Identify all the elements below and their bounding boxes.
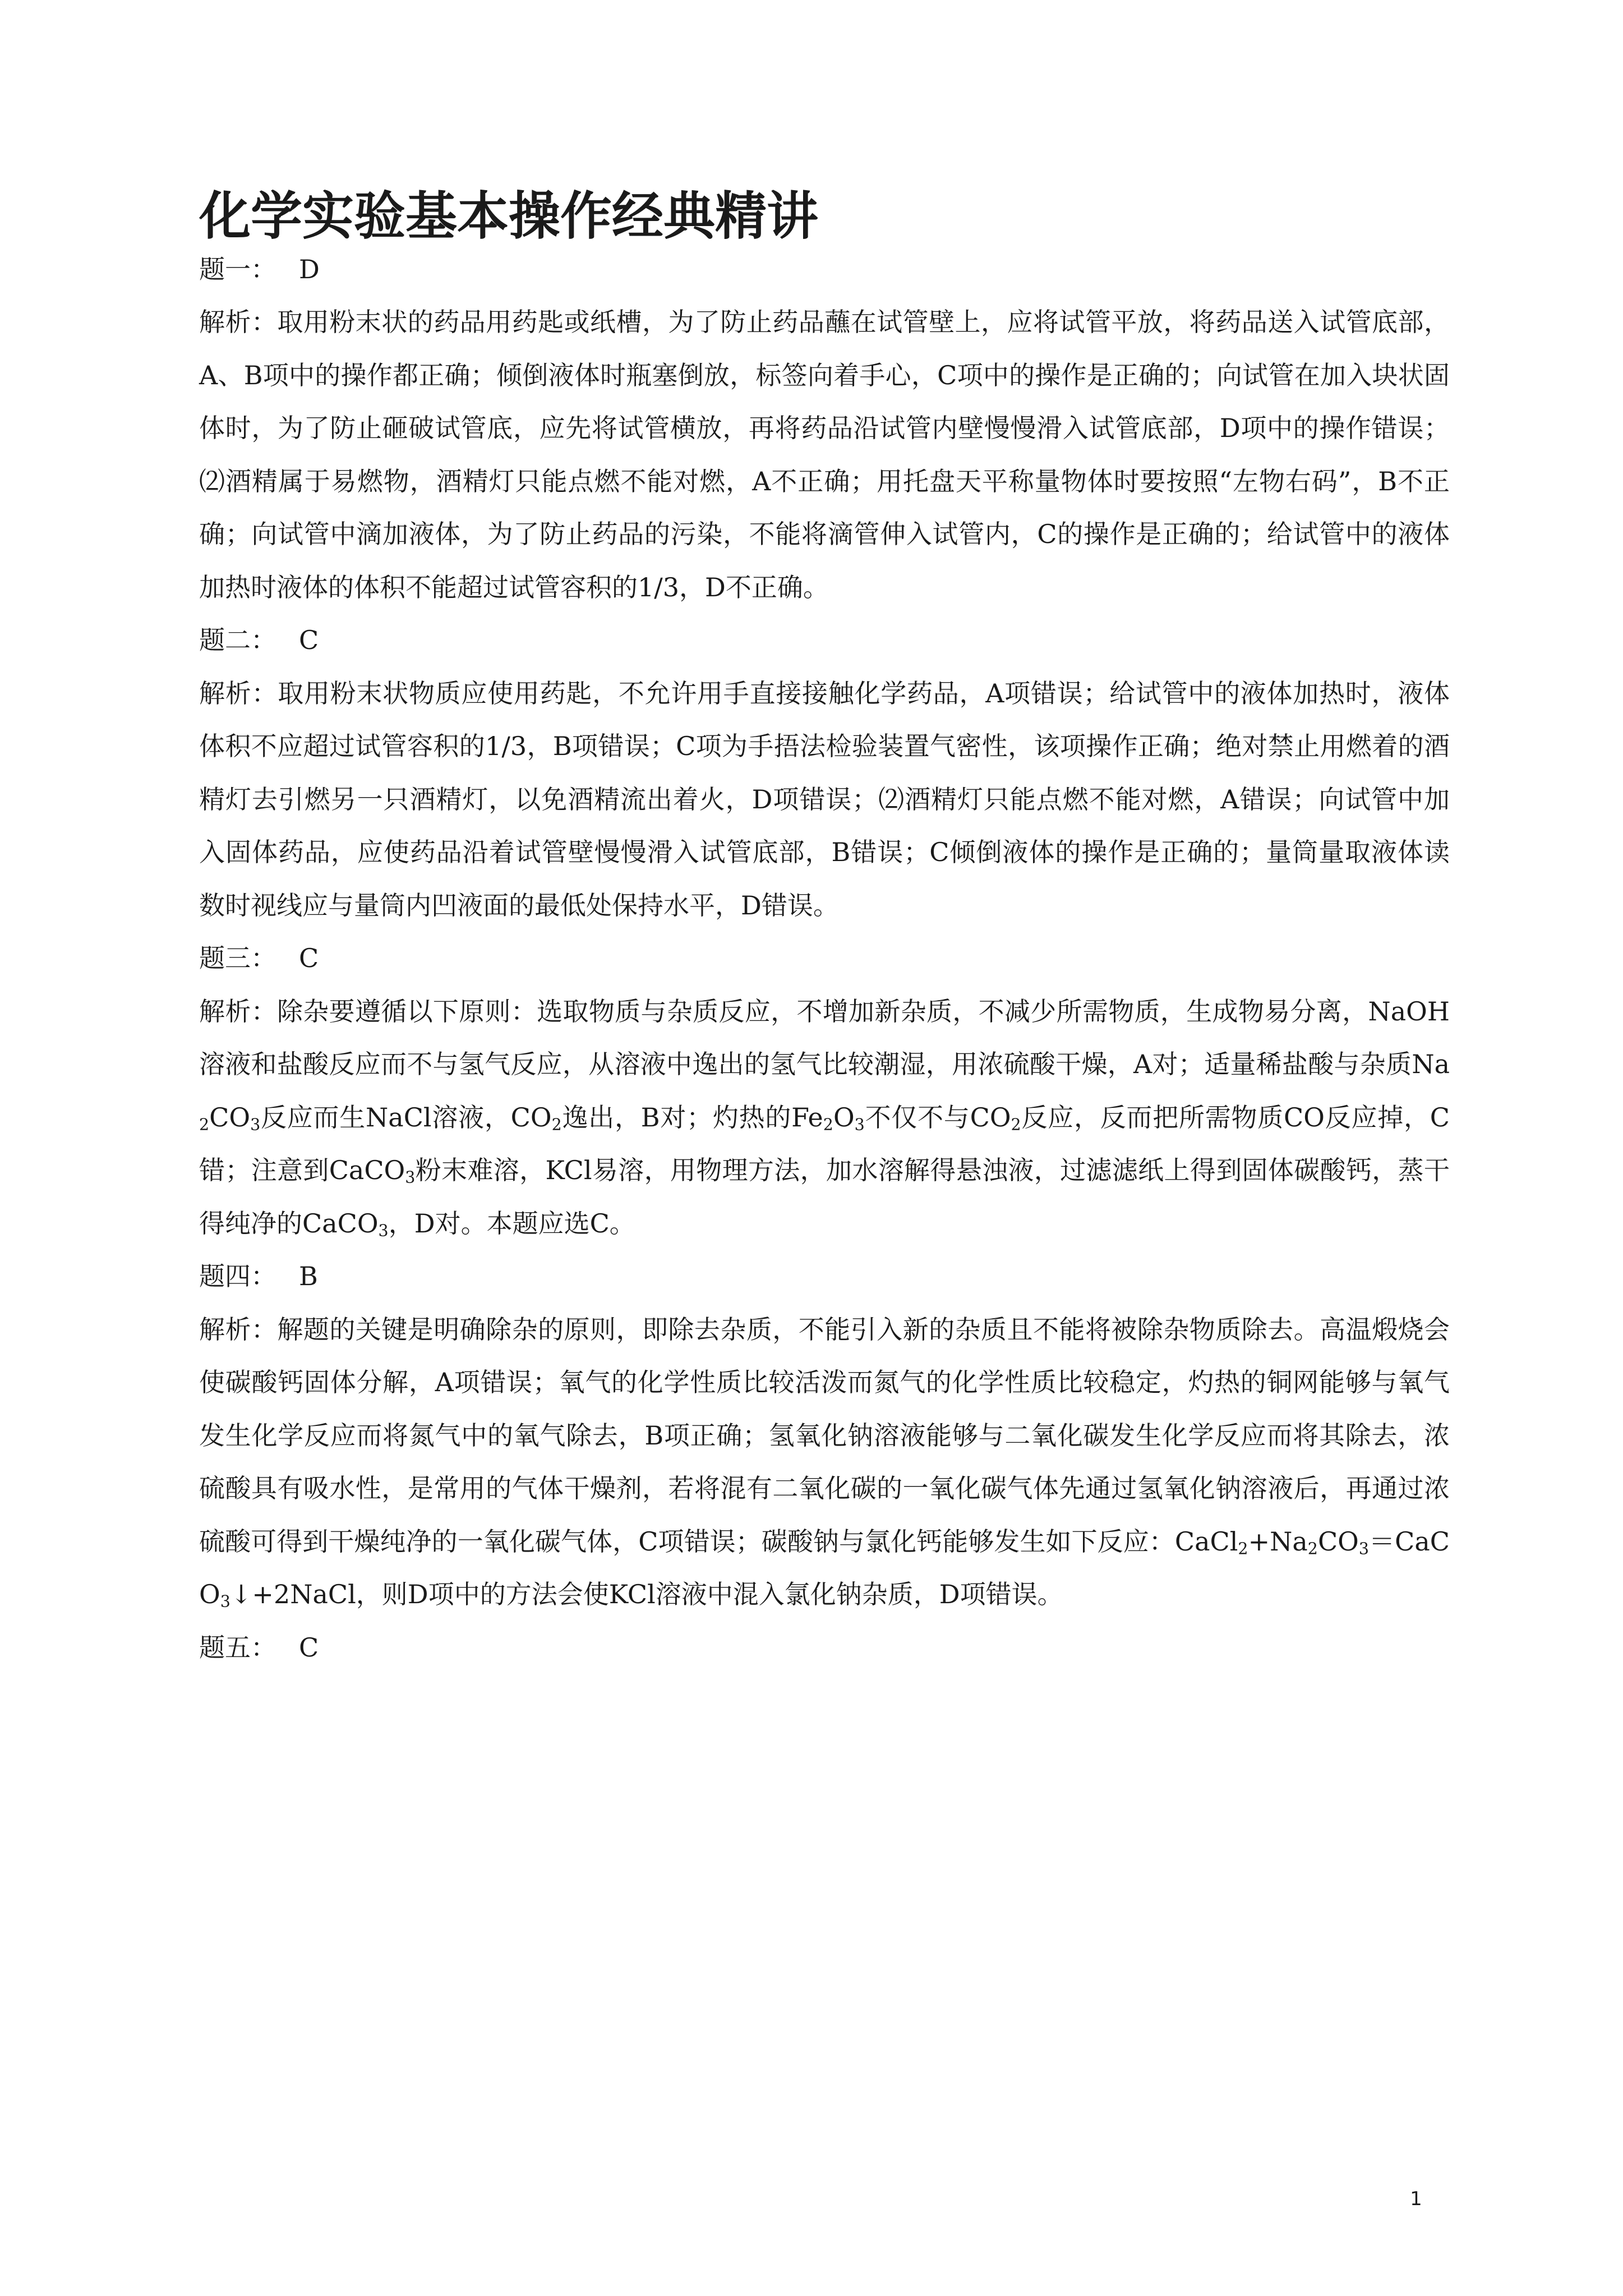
analysis-text: 粉末难溶，KCl易溶，用物理方法，加水溶解得悬浊液，过滤滤纸上得到固体碳酸钙，蒸干得纯净的CaCO [199,1155,1450,1239]
subscript: 3 [378,1221,389,1240]
page-number: 1 [1410,2188,1422,2210]
question-heading [199,614,1450,667]
analysis-text: O [833,1102,855,1133]
question-block [199,1250,1450,1621]
subscript: 3 [854,1115,865,1134]
question-block [199,1621,1450,1674]
subscript: 2 [199,1115,210,1134]
question-heading [199,1621,1450,1674]
analysis-text: 反应而生NaCl溶液，CO [260,1102,552,1133]
question-label: 题四： [199,1261,276,1291]
document-title: 化学实验基本操作经典精讲 [199,186,819,246]
subscript: 2 [551,1115,562,1134]
question-answer: C [299,943,319,973]
question-block [199,932,1450,1250]
question-answer: D [299,254,320,284]
analysis-paragraph [199,667,1450,932]
question-block [199,243,1450,614]
question-answer: B [299,1261,318,1291]
subscript: 2 [1238,1539,1248,1558]
analysis-text: 逸出，B对；灼热的Fe [561,1102,823,1133]
subscript: 2 [823,1115,833,1134]
question-heading [199,932,1450,985]
question-label: 题二： [199,625,276,655]
question-answer: C [299,1632,319,1663]
analysis-text: ，D对。本题应选C。 [388,1208,635,1239]
subscript: 3 [220,1592,230,1611]
analysis-paragraph [199,1303,1450,1621]
analysis-text: CO [1317,1526,1359,1557]
analysis-text: 解析：取用粉末状物质应使用药匙，不允许用手直接接触化学药品，A项错误；给试管中的液体加热时，液体体积不应超过试管容积的1/3，B项错误；C项为手捂法检验装置气密性，该项操作正确；绝对禁止用燃着的酒精灯去引燃另一只酒精灯，以免酒精流出着火，D项错误；⑵酒精灯只能点燃不能对燃，A错误；向试管中加入固体药品，应使药品沿着试管壁慢慢滑入试管底部，B错误；C倾倒液体的操作是正确的；量筒量取液体读数时视线应与量筒内凹液面的最低处保持水平，D错误。 [199,678,1450,921]
subscript: 3 [1358,1539,1370,1558]
subscript: 3 [405,1168,416,1187]
analysis-text: 反应，反而把所需物质CO反应掉，C错；注意到CaCO [199,1102,1450,1185]
question-list [199,243,1450,1674]
analysis-text: 不仅不与CO [864,1102,1011,1133]
question-label: 题三： [199,943,276,973]
subscript: 2 [1307,1539,1318,1558]
question-label: 题一： [199,254,276,284]
analysis-paragraph [199,296,1450,614]
analysis-text: 解析：取用粉末状的药品用药匙或纸槽，为了防止药品蘸在试管壁上，应将试管平放，将药品送入试管底部，A、B项中的操作都正确；倾倒液体时瓶塞倒放，标签向着手心，C项中的操作是正确的；向试管在加入块状固体时，为了防止砸破试管底，应先将试管横放，再将药品沿试管内壁慢慢滑入试管底部，D项中的操作错误；⑵酒精属于易燃物，酒精灯只能点燃不能对燃，A不正确；用托盘天平称量物体时要按照“左物右码”，B不正确；向试管中滴加液体，为了防止药品的污染，不能将滴管伸入试管内，C的操作是正确的；给试管中的液体加热时液体的体积不能超过试管容积的1/3，D不正确。 [199,307,1450,602]
question-heading [199,1250,1450,1303]
analysis-text: +Na [1248,1526,1308,1557]
document-body [199,186,1450,1674]
analysis-text: 解析：除杂要遵循以下原则：选取物质与杂质反应，不增加新杂质，不减少所需物质，生成物易分离，NaOH溶液和盐酸反应而不与氢气反应，从溶液中逸出的氢气比较潮湿，用浓硫酸干燥，A对；适量稀盐酸与杂质Na [199,996,1450,1079]
analysis-text: ↓+2NaCl，则D项中的方法会使KCl溶液中混入氯化钠杂质，D项错误。 [230,1579,1063,1609]
analysis-text: CO [209,1102,251,1133]
analysis-text: ＝CaCO [199,1526,1450,1609]
question-label: 题五： [199,1632,276,1663]
question-block [199,614,1450,932]
question-heading [199,243,1450,296]
analysis-text: 解析：解题的关键是明确除杂的原则，即除去杂质，不能引入新的杂质且不能将被除杂物质除去。高温煅烧会使碳酸钙固体分解，A项错误；氧气的化学性质比较活泼而氮气的化学性质比较稳定，灼热的铜网能够与氧气发生化学反应而将氮气中的氧气除去，B项正确；氢氧化钠溶液能够与二氧化碳发生化学反应而将其除去，浓硫酸具有吸水性，是常用的气体干燥剂，若将混有二氧化碳的一氧化碳气体先通过氢氧化钠溶液后，再通过浓硫酸可得到干燥纯净的一氧化碳气体，C项错误；碳酸钠与氯化钙能够发生如下反应：CaCl [199,1314,1450,1557]
question-answer: C [299,625,319,655]
analysis-paragraph [199,985,1450,1250]
subscript: 2 [1011,1115,1021,1134]
subscript: 3 [250,1115,261,1134]
